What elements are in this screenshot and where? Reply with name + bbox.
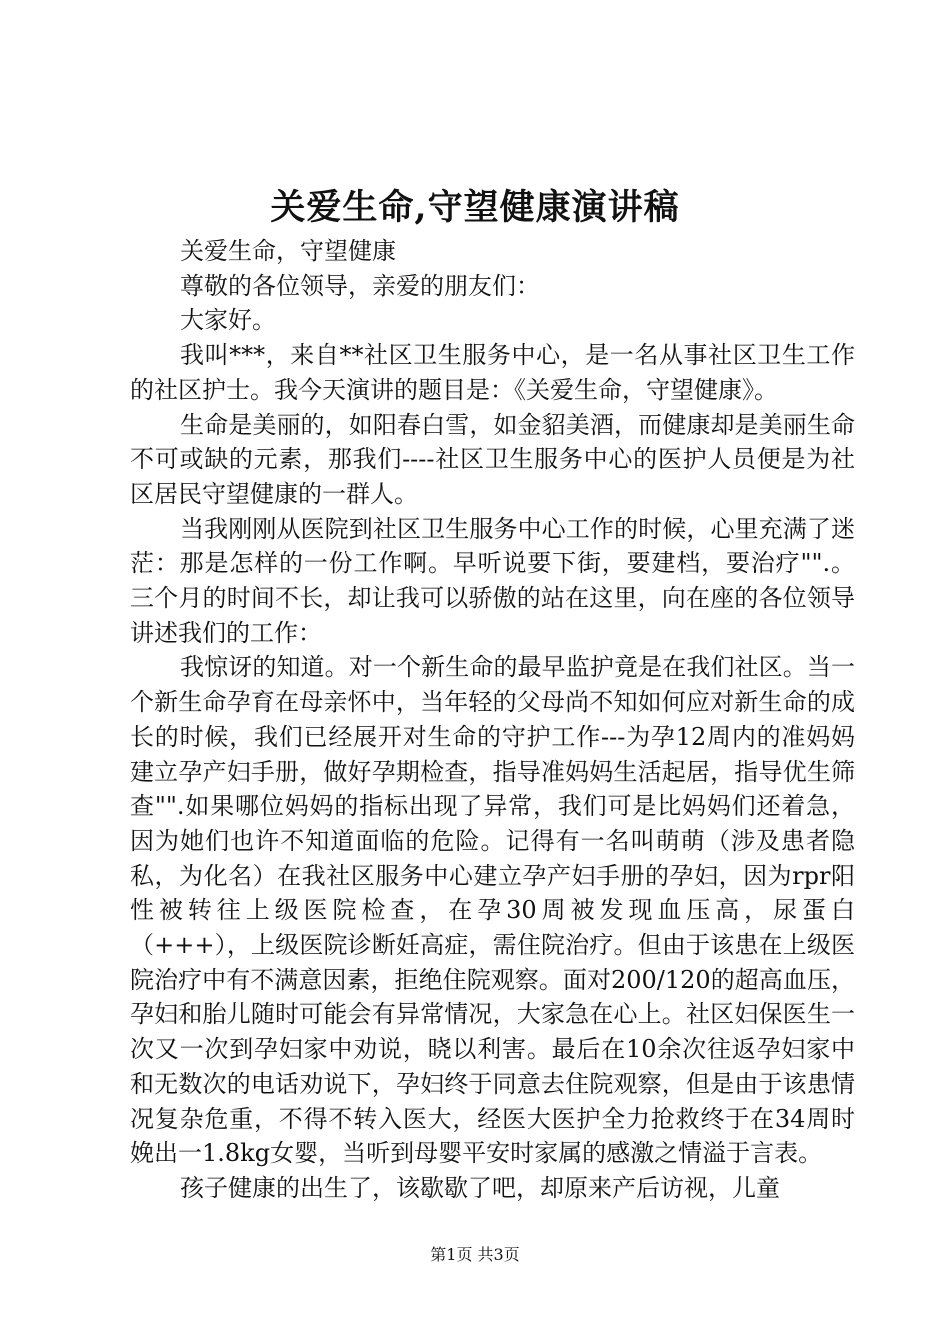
paragraph: 当我刚刚从医院到社区卫生服务中心工作的时候，心里充满了迷茫：那是怎样的一份工作啊。早听说要下街，要建档，要治疗"".。三个月的时间不长，却让我可以骄傲的站在这里，向在座的各位领导讲述我们的工作： [130,514,855,647]
paragraph: 关爱生命，守望健康 [180,237,396,265]
paragraph: 我叫***，来自**社区卫生服务中心，是一名从事社区卫生工作的社区护士。我今天演讲的题目是：《关爱生命，守望健康》。 [130,341,855,404]
paragraph: 大家好。 [180,306,276,335]
document-title: 关爱生命,守望健康演讲稿 [270,187,680,228]
paragraph: 我惊讶的知道。对一个新生命的最早监护竟是在我们社区。当一个新生命孕育在母亲怀中，当年轻的父母尚不知如何应对新生命的成长的时候，我们已经展开对生命的守护工作---为孕12周内的准妈妈建立孕产妇手册，做好孕期检查，指导准妈妈生活起居，指导优生筛查"".如果哪位妈妈的指标出现了异常，我们可是比妈妈们还着急，因为她们也许不知道面临的危险。记得有一名叫萌萌（涉及患者隐私，为化名）在我社区服务中心建立孕产妇手册的孕妇，因为rpr阳性被转往上级医院检查，在孕30周被发现血压高，尿蛋白（+++），上级医院诊断妊高症，需住院治疗。但由于该患在上级医院治疗中有不满意因素，拒绝住院观察。面对200/120的超高血压，孕妇和胎儿随时可能会有异常情况，大家急在心上。社区妇保医生一次又一次到孕妇家中劝说，晓以利害。最后在10余次往返孕妇家中和无数次的电话劝说下，孕妇终于同意去住院观察，但是由于该患情况复杂危重，不得不转入医大，经医大医护全力抢救终于在34周时娩出一1.8kg女婴，当听到母婴平安时家属的感激之情溢于言表。 [130,653,855,1168]
paragraph: 孩子健康的出生了，该歇歇了吧，却原来产后访视，儿童 [180,1173,780,1202]
document-body [130,234,855,1206]
paragraph: 生命是美丽的，如阳春白雪，如金貂美酒，而健康却是美丽生命不可或缺的元素，那我们----社区卫生服务中心的医护人员便是为社区居民守望健康的一群人。 [130,410,855,508]
page-number-footer: 第1页 共3页 [430,1245,520,1264]
paragraph: 尊敬的各位领导，亲爱的朋友们： [180,271,540,300]
